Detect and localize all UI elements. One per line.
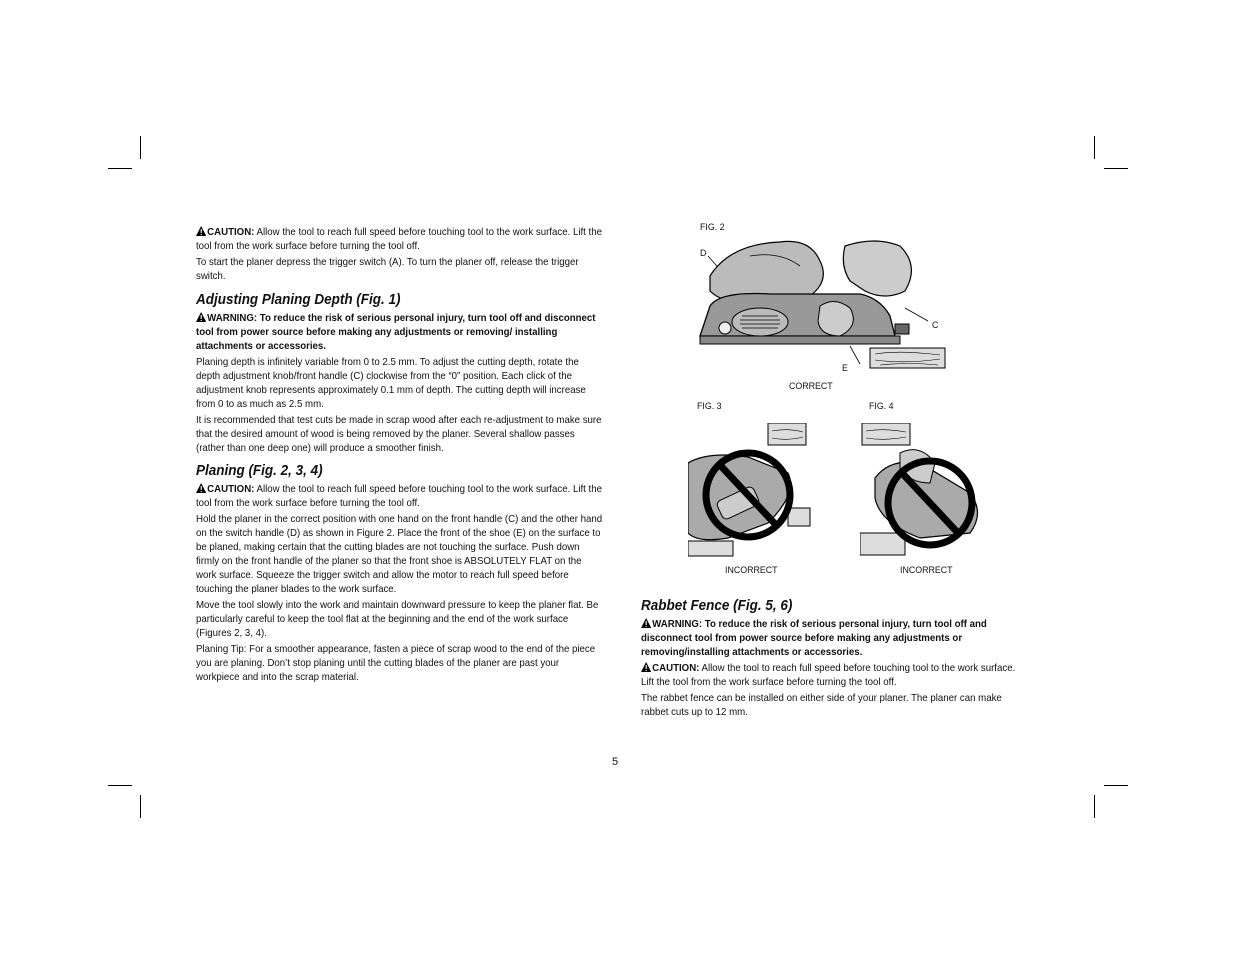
warning-triangle-icon <box>641 618 651 628</box>
crop-mark <box>1094 795 1095 818</box>
fig2-label: FIG. 2 <box>700 222 725 233</box>
warning-triangle-icon <box>196 483 206 493</box>
warning-paragraph <box>196 312 603 354</box>
warning-text: WARNING: To reduce the risk of serious personal injury, turn tool off and disconnect tool from power source before making any adjustments or removing/installing attachments or accessories. <box>641 619 987 658</box>
caution-text: Allow the tool to reach full speed before touching tool to the work surface. Lift the tool from the work surface before turning the tool off. <box>641 663 1016 688</box>
crop-mark <box>1104 785 1128 786</box>
fig2-caption: CORRECT <box>789 381 833 392</box>
section-heading: Rabbet Fence (Fig. 5, 6) <box>641 598 793 614</box>
caution-label: CAUTION: <box>207 484 255 495</box>
fig4-caption: INCORRECT <box>900 565 953 576</box>
caution-paragraph <box>196 226 603 254</box>
section-heading: Planing (Fig. 2, 3, 4) <box>196 463 323 479</box>
warning-paragraph <box>641 618 1030 660</box>
tip-paragraph: Planing Tip: For a smoother appearance, fasten a piece of scrap wood to the end of the piece you are planing. Don’t stop planing until the cutting blades of the planer are past your workpiece and into the scrap material. <box>196 644 596 683</box>
fig2-callout-e: E <box>842 363 848 374</box>
fig3-caption: INCORRECT <box>725 565 778 576</box>
fig4-incorrect-illustration <box>860 423 990 558</box>
fig2-callout-c: C <box>932 320 939 331</box>
right-column <box>641 597 1030 722</box>
section-heading: Adjusting Planing Depth (Fig. 1) <box>196 292 401 308</box>
fig4-label: FIG. 4 <box>869 401 894 412</box>
warning-triangle-icon <box>196 226 206 236</box>
caution-paragraph <box>196 483 603 511</box>
move-paragraph: Move the tool slowly into the work and maintain downward pressure to keep the planer flat. Be particularly careful to keep the tool flat at the beginning and the end of the work surface (Figures 2, 3, 4). <box>196 600 599 639</box>
crop-mark <box>140 136 141 159</box>
caution-label: CAUTION: <box>207 227 255 238</box>
crop-mark <box>140 795 141 818</box>
caution-text: Allow the tool to reach full speed before touching tool to the work surface. Lift the tool from the work surface before turning the tool off. <box>196 484 602 509</box>
crop-mark <box>108 168 132 169</box>
crop-mark <box>1094 136 1095 159</box>
rabbet-paragraph: The rabbet fence can be installed on either side of your planer. The planer can make rabbet cuts up to 12 mm. <box>641 693 1002 718</box>
left-column <box>196 226 603 687</box>
depth-paragraph: Planing depth is infinitely variable from 0 to 2.5 mm. To adjust the cutting depth, rotate the depth adjustment knob/front handle (C) clockwise from the “0” position. Each click of the adjustment knob represents approximately 0.1 mm of depth. The cutting depth will increase from 0 to as much as 2.5 mm. <box>196 357 586 410</box>
caution-text: Allow the tool to reach full speed before touching tool to the work surface. Lift the tool from the work surface before turning the tool off. <box>196 227 602 252</box>
crop-mark <box>1104 168 1128 169</box>
caution-paragraph <box>641 662 1030 690</box>
start-paragraph: To start the planer depress the trigger switch (A). To turn the planer off, release the trigger switch. <box>196 257 579 282</box>
warning-text: WARNING: To reduce the risk of serious personal injury, turn tool off and disconnect tool from power source before making any adjustments or removing/ installing attachments or accessories. <box>196 313 596 352</box>
fig2-planer-illustration <box>690 236 950 376</box>
caution-label: CAUTION: <box>652 663 700 674</box>
page-number: 5 <box>612 756 619 768</box>
fig2-callout-d: D <box>700 248 707 259</box>
warning-triangle-icon <box>196 312 206 322</box>
hold-paragraph: Hold the planer in the correct position with one hand on the front handle (C) and the other hand on the switch handle (D) as shown in Figure 2. Place the front of the shoe (E) on the surface to be planed, making certain that the cutting blades are not touching the surface. Push down firmly on the front handle of the planer so that the front shoe is ABSOLUTELY FLAT on the work surface. Squeeze the trigger switch and allow the motor to reach full speed before touching the planer blades to the work surface. <box>196 514 603 595</box>
fig3-incorrect-illustration <box>688 423 813 558</box>
warning-triangle-icon <box>641 662 651 672</box>
crop-mark <box>108 785 132 786</box>
test-cut-paragraph: It is recommended that test cuts be made in scrap wood after each re-adjustment to make sure that the desired amount of wood is being removed by the planer. Several shallow passes (rather than one deep one) will produce a smoother finish. <box>196 415 602 454</box>
fig3-label: FIG. 3 <box>697 401 722 412</box>
